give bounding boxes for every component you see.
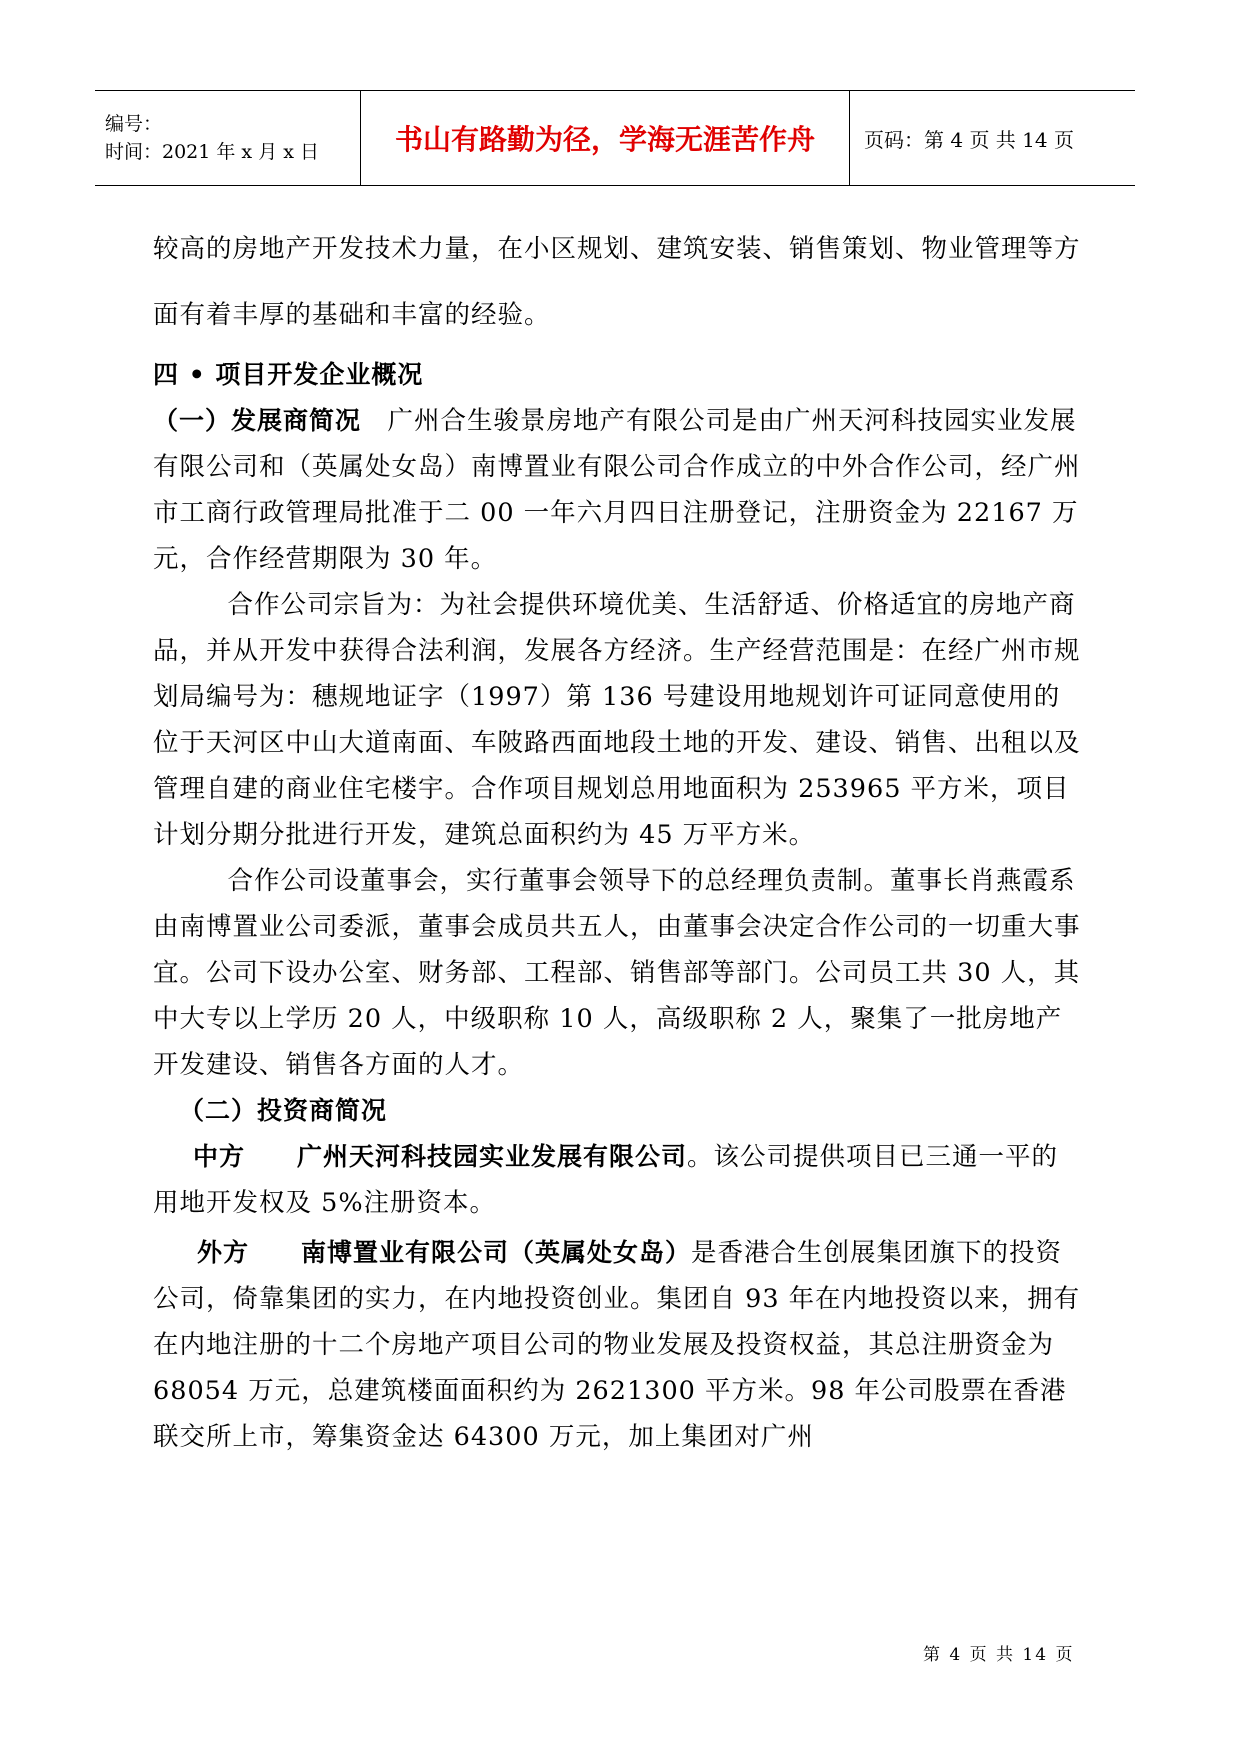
paragraph-chinese-party [153, 1134, 1082, 1226]
chinese-party-company: 广州天河科技园实业发展有限公司 [297, 1142, 688, 1171]
page-footer: 第 4 页 共 14 页 [923, 1645, 1075, 1665]
paragraph-continuation: 较高的房地产开发技术力量，在小区规划、建筑安装、销售策划、物业管理等方面有着丰厚的基础和丰富的经验。 [153, 234, 1081, 330]
chinese-party-label: 中方 [193, 1142, 246, 1171]
paragraph-purpose: 合作公司宗旨为：为社会提供环境优美、生活舒适、价格适宜的房地产商品，并从开发中获得合法利润，发展各方经济。生产经营范围是：在经广州市规划局编号为：穗规地证字（1997）第 136 号建设用地规划许可证同意使用的位于天河区中山大道南面、车陂路西面地段土地的开发、建设、销售、出租以及管理自建的商业住宅楼宇。合作项目规划总用地面积为 253965 平方米，项目计划分期分批进行开发，建筑总面积约为 45 万平方米。 [153, 590, 1081, 850]
document-body [153, 216, 1082, 1460]
paragraph-board: 合作公司设董事会，实行董事会领导下的总经理负责制。董事长肖燕霞系由南博置业公司委派，董事会成员共五人，由董事会决定合作公司的一切重大事宜。公司下设办公室、财务部、工程部、销售部等部门。公司员工共 30 人，其中大专以上学历 20 人，中级职称 10 人，高级职称 2 人，聚集了一批房地产开发建设、销售各方面的人才。 [153, 866, 1081, 1080]
page-info: 页码：第 4 页 共 14 页 [864, 127, 1074, 152]
header-left [95, 91, 360, 185]
developer-text: 广州合生骏景房地产有限公司是由广州天河科技园实业发展有限公司和（英属处女岛）南博置业有限公司合作成立的中外合作公司，经广州市工商行政管理局批准于二 00 一年六月四日注册登记，注册资金为 22167 万元，合作经营期限为 30 年。 [153, 406, 1081, 574]
foreign-party-company: 南博置业有限公司（英属处女岛） [301, 1238, 692, 1267]
time-label: 时间：2021 年 x 月 x 日 [105, 141, 319, 163]
paragraph-developer [153, 398, 1082, 582]
motto: 书山有路勤为径，学海无涯苦作舟 [360, 91, 850, 185]
number-label: 编号： [105, 113, 163, 135]
foreign-party-text: 是香港合生创展集团旗下的投资公司，倚靠集团的实力，在内地投资创业。集团自 93 年在内地投资以来，拥有在内地注册的十二个房地产项目公司的物业发展及投资权益，其总注册资金为 68054 万元，总建筑楼面面积约为 2621300 平方米。98 年公司股票在香港联交所上市，筹集资金达 64300 万元，加上集团对广州 [153, 1238, 1081, 1452]
developer-heading: （一）发展商简况 [153, 406, 362, 435]
foreign-party-label: 外方 [197, 1238, 250, 1267]
chinese-party-text: 。该公司提供项目已三通一平的用地开发权及 5%注册资本。 [153, 1142, 1059, 1218]
header-table [95, 90, 1135, 186]
section-heading-4: 四 • 项目开发企业概况 [153, 360, 424, 389]
paragraph-foreign-party [153, 1230, 1082, 1460]
investor-heading: （二）投资商简况 [179, 1096, 388, 1125]
